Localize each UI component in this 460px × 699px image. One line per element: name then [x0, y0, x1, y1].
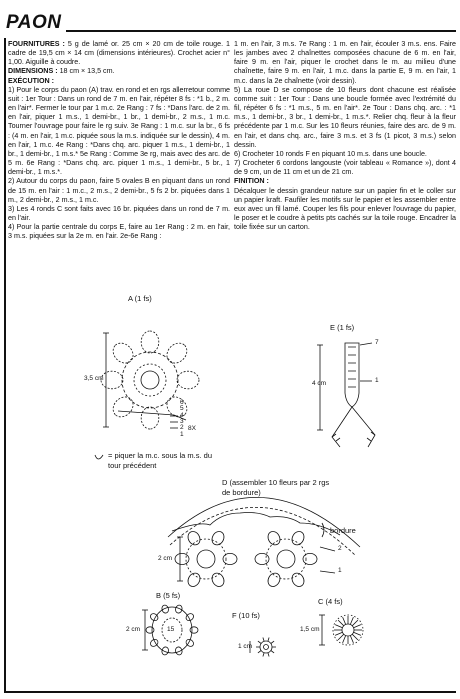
crochet-petal	[223, 553, 237, 564]
motif-e-dimension: 4 cm	[312, 380, 327, 387]
motif-d-row-1: 1	[338, 567, 342, 574]
crochet-petal	[109, 339, 137, 367]
crochet-petal	[161, 646, 170, 656]
motif-e-row-7: 7	[375, 339, 379, 346]
crochet-petal	[186, 571, 203, 589]
motif-a-row-4: 4	[180, 412, 184, 419]
motif-a-dimension: 3,5 cm	[84, 375, 104, 382]
motif-c-dimension: 1,5 cm	[300, 626, 320, 633]
crochet-petal	[290, 571, 307, 589]
crochet-petal	[210, 529, 227, 547]
motif-a-row-1: 1	[180, 431, 184, 438]
crochet-petal	[186, 529, 203, 547]
motif-a-row-6: 6	[180, 399, 184, 406]
title-block	[4, 12, 456, 38]
motif-d-wheel	[168, 497, 360, 588]
heading-finition: FINITION :	[234, 177, 269, 186]
motif-b-label: B (5 fs)	[156, 591, 181, 600]
crochet-petal	[266, 529, 283, 547]
crochet-petal	[101, 371, 123, 389]
paragraph-step-4-cont: 1 m. en l'air, 3 m.s. 7e Rang : 1 m. en l'air, écouler 3 m.s. ens. Faire les jambes avec 2 chaînettes composées chacune de 6 m. en l'air, faire 9 m. en l'air, piquer le crochet dans le m. au milieu d'une chaînette, faire 9 m. en l'air, 1 m.c. dans la partie E, 9 m. en l'air, 1 m.c. dans la 2e chaînette (voir dessin).	[234, 40, 456, 85]
paragraph-step-5: 5) La roue D se compose de 10 fleurs dont chacune est réalisée comme suit : 1er Tour : Dans une boucle formée avec l'extrémité du fil, répéter 6 fs : *1 m.s., 5 m. en l'air*. 2e Tour : Dans chq. arc. : *1 m.s., 1 demi-br., 3 br., 1 demi-br., 1 m.s.*. Relier chq. fleur à la fleur précédente par 1 m.c. Sur les 10 fleurs réunies, faire des arc. de 9 m. en l'air, et dans chq. arc., faire 3 m.s. et 3 fs (1 picot, 3 m.s.) selon dessin.	[234, 85, 456, 149]
text-fournitures: 5 g de lamé or. 25 cm × 20 cm de toile rouge. 1 cadre de 19,5 cm × 14 cm (dimensions intérieures). Crochet acier n° 1,00. Aiguille à coudre.	[8, 40, 230, 67]
crochet-petal	[190, 627, 198, 633]
motif-f-ring	[250, 638, 276, 657]
motif-c-label: C (4 fs)	[318, 597, 343, 606]
crochet-stitch	[335, 632, 342, 635]
crochet-petal	[141, 331, 159, 353]
crochet-diagrams	[0, 285, 460, 693]
crochet-petal	[303, 553, 317, 564]
paragraph-execution	[8, 77, 230, 86]
heading-fournitures: FOURNITURES :	[8, 40, 65, 48]
crochet-stitch	[354, 632, 361, 635]
motif-d-dimension: 2 cm	[158, 555, 173, 562]
crochet-stitch	[271, 641, 274, 643]
instructions-right-column	[234, 40, 456, 232]
crochet-petal	[255, 553, 269, 564]
motif-b-dimension: 2 cm	[126, 626, 141, 633]
paragraph-finition	[234, 177, 456, 186]
motif-e-row-1: 1	[375, 377, 379, 384]
motif-a-row-5: 5	[180, 405, 184, 412]
crochet-petal	[210, 571, 227, 589]
motif-e-label: E (1 fs)	[330, 323, 355, 332]
heading-dimensions: DIMENSIONS :	[8, 67, 58, 76]
motif-c-ring	[319, 615, 363, 645]
crochet-stitch	[352, 634, 358, 640]
paragraph-fournitures	[8, 40, 230, 67]
motif-a-row-3: 3	[180, 418, 184, 425]
crochet-petal	[146, 627, 154, 633]
crochet-petal	[266, 571, 283, 589]
crochet-stitch	[263, 653, 264, 657]
paragraph-dimensions	[8, 67, 230, 76]
paragraph-step-4: 4) Pour la partie centrale du corps E, faire au 1er Rang : 2 m. en l'air, 3 m.s. piquées sur la 2e m. en l'air. 2e-6e Rang :	[8, 223, 230, 241]
crochet-petal	[175, 646, 184, 656]
motif-a-row-2: 2	[180, 424, 184, 431]
crochet-petal	[109, 393, 137, 421]
paragraph-step-1: 1) Pour le corps du paon (A) trav. en rond et en rgs allerretour comme suit : 1er Tour : Dans un rond de 7 m. en l'air, répéter 8 fs : *1 b., 2 m. en l'air*. Fermer le tour par 1 m.c. 2e Rang : 7 fs : *Dans l'arc. de 2 m. en l'air, piquer 1 m.s., 1 demi-br., 1 br., 1 demi-br., 2 m.s., 1 m.c. Tourner l'ouvrage pour faire le rg suiv. 3e Rang : 1 m.c. sur la br., 6 fs : (4 m. en l'air, 1 m.c. piquée sous la m.s. indiquée sur le dessin), 4 m. en l'air, 1 m.c. 4e Rang : *Dans chq. arc. piquer 1 m.s., 1 demi-br., 1 br., 1 demi-br., 1 m.s.* 5e Rang : Comme 3e rg, mais avec des arc. de 5 m. 6e Rang : *Dans chq. arc. piquer 1 m.s., 1 demi-br., 5 br., 1 demi-br., 1 m.s.*.	[8, 85, 230, 177]
crochet-petal	[175, 604, 184, 614]
motif-d-bordure: bordure	[330, 526, 356, 535]
crochet-petal	[290, 529, 307, 547]
crochet-petal	[163, 393, 191, 421]
paragraph-step-6: 6) Crocheter 10 ronds F en piquant 10 m.s. dans une boucle.	[234, 149, 427, 158]
crochet-stitch	[271, 651, 274, 653]
motif-d-label: D (assembler 10 fleurs par 2 rgs de bordure)	[222, 478, 330, 497]
legend-text: = piquer la m.c. sous la m.s. du tour précédent	[108, 451, 213, 470]
crochet-stitch	[343, 617, 346, 624]
instructions-left-column	[8, 40, 230, 241]
crochet-stitch	[335, 625, 342, 628]
paragraph-step-2: 2) Autour du corps du paon, faire 5 ovales B en piquant dans un rond de 15 m. en l'air : 1 m.c., 2 m.s., 2 demi-br., 5 fs 2 br. piquées dans 1 m., 2 demi-br., 2 m.s., 1 m.c.	[8, 177, 230, 204]
crochet-petal	[177, 371, 199, 389]
text-dimensions: 18 cm × 13,5 cm.	[57, 67, 115, 76]
motif-b-count: 15	[167, 626, 175, 633]
motif-d-row-2: 2	[338, 545, 342, 552]
crochet-stitch	[268, 638, 269, 642]
crochet-stitch	[343, 636, 346, 643]
motif-f-dimension: 1 cm	[238, 643, 253, 650]
motif-f-label: F (10 fs)	[232, 611, 260, 620]
crochet-petal	[175, 553, 189, 564]
crochet-stitch	[338, 620, 344, 626]
crochet-stitch	[338, 634, 344, 640]
motif-a-repeat: 8X	[188, 425, 196, 432]
crochet-petal	[161, 604, 170, 614]
paragraph-step-7: 7) Crocheter 6 cordons langouste (voir tableau « Romance »), dont 4 de 9 cm, un de 11 cm et un de 21 cm.	[234, 159, 456, 177]
title-rule	[66, 30, 456, 32]
crochet-stitch	[263, 638, 264, 642]
heading-execution: EXÉCUTION :	[8, 76, 55, 85]
crochet-petal	[163, 339, 191, 367]
crochet-stitch	[354, 625, 361, 628]
crochet-stitch	[352, 620, 358, 626]
page-title: PAON	[6, 12, 62, 33]
paragraph-step-3: 3) Les 4 ronds C sont faits avec 16 br. piquées dans un rond de 7 m. en l'air.	[8, 204, 230, 222]
motif-a-rosette	[101, 331, 199, 429]
crochet-stitch	[268, 653, 269, 657]
motif-e-body	[317, 343, 375, 447]
crochet-stitch	[258, 651, 261, 653]
crochet-petal	[141, 407, 159, 429]
crochet-stitch	[350, 617, 353, 624]
crochet-stitch	[258, 641, 261, 643]
paragraph-finition-text: Décalquer le dessin grandeur nature sur un papier fin et le coller sur un papier kraft. Faufiler les motifs sur le papier et les assembler entre eux avec un fil lamé. Couper les fils pour enlever l'ouvrage du papier, le poser et le coudre à petits pts cachés sur la toile rouge. Encadrer la toile fixée sur un carton.	[234, 186, 456, 232]
crochet-stitch	[350, 636, 353, 643]
motif-a-label: A (1 fs)	[128, 294, 152, 303]
